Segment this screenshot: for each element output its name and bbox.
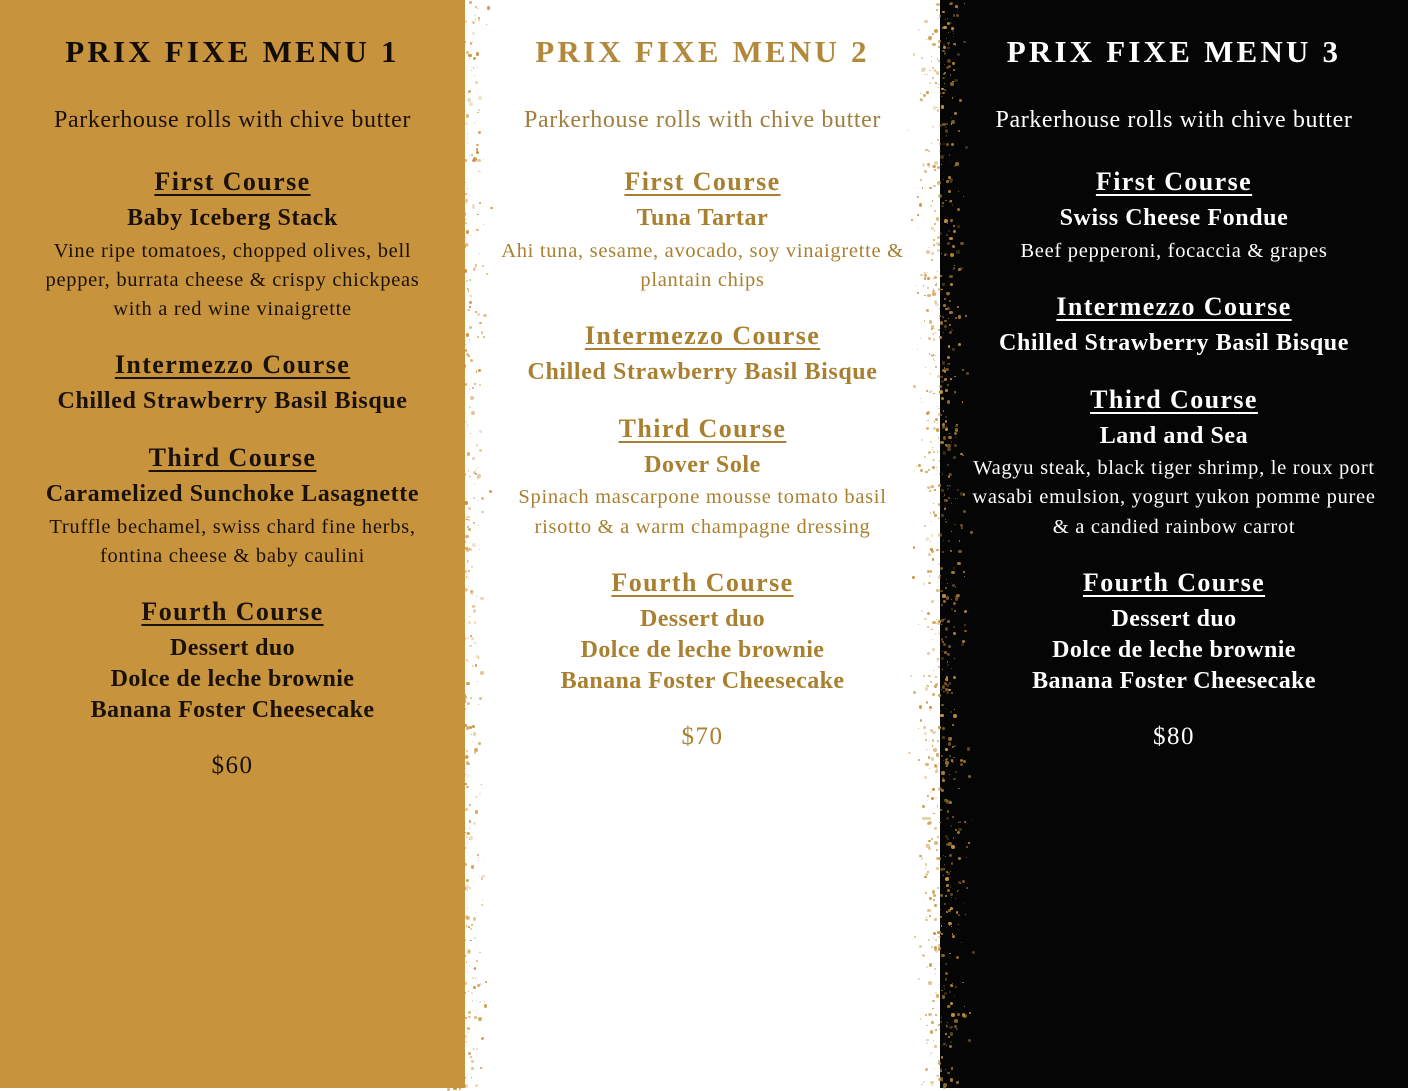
- menu-2-title: PRIX FIXE MENU 2: [535, 34, 870, 69]
- menu-2-price: $70: [681, 723, 724, 751]
- dessert-line: Dolce de leche brownie: [1052, 636, 1296, 663]
- dessert-line: Dolce de leche brownie: [110, 666, 355, 692]
- course-dish: Baby Iceberg Stack: [127, 205, 338, 232]
- menu-3-title: PRIX FIXE MENU 3: [1006, 34, 1342, 69]
- course-dish: Dover Sole: [644, 451, 761, 478]
- menu-2-course-third: [491, 414, 914, 542]
- course-dish: Chilled Strawberry Basil Bisque: [527, 359, 878, 386]
- course-description: Beef pepperoni, focaccia & grapes: [1020, 239, 1328, 262]
- menu-1-course-fourth: [26, 597, 439, 727]
- course-description: Wagyu steak, black tiger shrimp, le roux port wasabi emulsion, yogurt yukon pomme puree & a candied rainbow carrot: [972, 457, 1376, 538]
- menu-2-intro: Parkerhouse rolls with chive butter: [524, 107, 881, 133]
- dessert-line: Dolce de leche brownie: [580, 636, 825, 663]
- course-dish: Swiss Cheese Fondue: [1059, 205, 1289, 232]
- course-description: Vine ripe tomatoes, chopped olives, bell pepper, burrata cheese & crispy chickpeas with a red wine vinaigrette: [45, 239, 420, 321]
- menu-panel-1: [0, 0, 465, 1088]
- dessert-line: Dessert duo: [1111, 605, 1237, 632]
- course-description: Spinach mascarpone mousse tomato basil risotto & a warm champagne dressing: [518, 486, 887, 538]
- course-title: Third Course: [148, 442, 317, 472]
- course-title: Third Course: [618, 413, 787, 443]
- course-title: First Course: [624, 167, 781, 197]
- course-dish: Tuna Tartar: [636, 205, 769, 232]
- menu-1-intro: Parkerhouse rolls with chive butter: [54, 107, 411, 133]
- course-dish: Chilled Strawberry Basil Bisque: [999, 329, 1349, 356]
- menu-panel-2: [465, 0, 940, 1088]
- course-dish: Chilled Strawberry Basil Bisque: [57, 388, 408, 415]
- course-description: Truffle bechamel, swiss chard fine herbs, fontina cheese & baby caulini: [49, 515, 416, 567]
- course-description: Ahi tuna, sesame, avocado, soy vinaigrette & plantain chips: [501, 239, 904, 291]
- menu-2-course-fourth: [491, 568, 914, 698]
- course-title: First Course: [1095, 167, 1253, 197]
- course-dish: Caramelized Sunchoke Lasagnette: [45, 480, 420, 507]
- course-title: First Course: [154, 167, 311, 197]
- dessert-line: Dessert duo: [169, 634, 296, 661]
- dessert-line: Banana Foster Cheesecake: [560, 668, 845, 695]
- menu-3-course-intermezzo: [966, 292, 1382, 359]
- course-title: Fourth Course: [1082, 567, 1266, 597]
- menu-2-course-first: [491, 167, 914, 295]
- dessert-line: Banana Foster Cheesecake: [1032, 668, 1316, 695]
- course-title: Fourth Course: [141, 596, 324, 626]
- course-title: Intermezzo Course: [1056, 291, 1292, 321]
- menu-3-price: $80: [1153, 723, 1195, 751]
- menu-1-title: PRIX FIXE MENU 1: [65, 34, 400, 69]
- menu-1-course-intermezzo: [26, 350, 439, 417]
- menu-panel-3: [940, 0, 1408, 1088]
- menu-3-intro: Parkerhouse rolls with chive butter: [995, 107, 1353, 133]
- menu-1-course-first: [26, 167, 439, 324]
- course-title: Intermezzo Course: [584, 321, 821, 351]
- menu-2-course-intermezzo: [491, 321, 914, 388]
- menu-3-course-first: [966, 167, 1382, 266]
- menu-3-course-fourth: [966, 568, 1382, 698]
- course-title: Intermezzo Course: [114, 350, 351, 380]
- menu-3-course-third: [966, 385, 1382, 542]
- menu-1-course-third: [26, 443, 439, 571]
- dessert-line: Banana Foster Cheesecake: [90, 697, 375, 724]
- dessert-line: Dessert duo: [639, 605, 766, 632]
- course-dish: Land and Sea: [1099, 422, 1249, 449]
- course-title: Third Course: [1090, 384, 1258, 414]
- menu-1-price: $60: [211, 752, 254, 780]
- course-title: Fourth Course: [611, 567, 794, 597]
